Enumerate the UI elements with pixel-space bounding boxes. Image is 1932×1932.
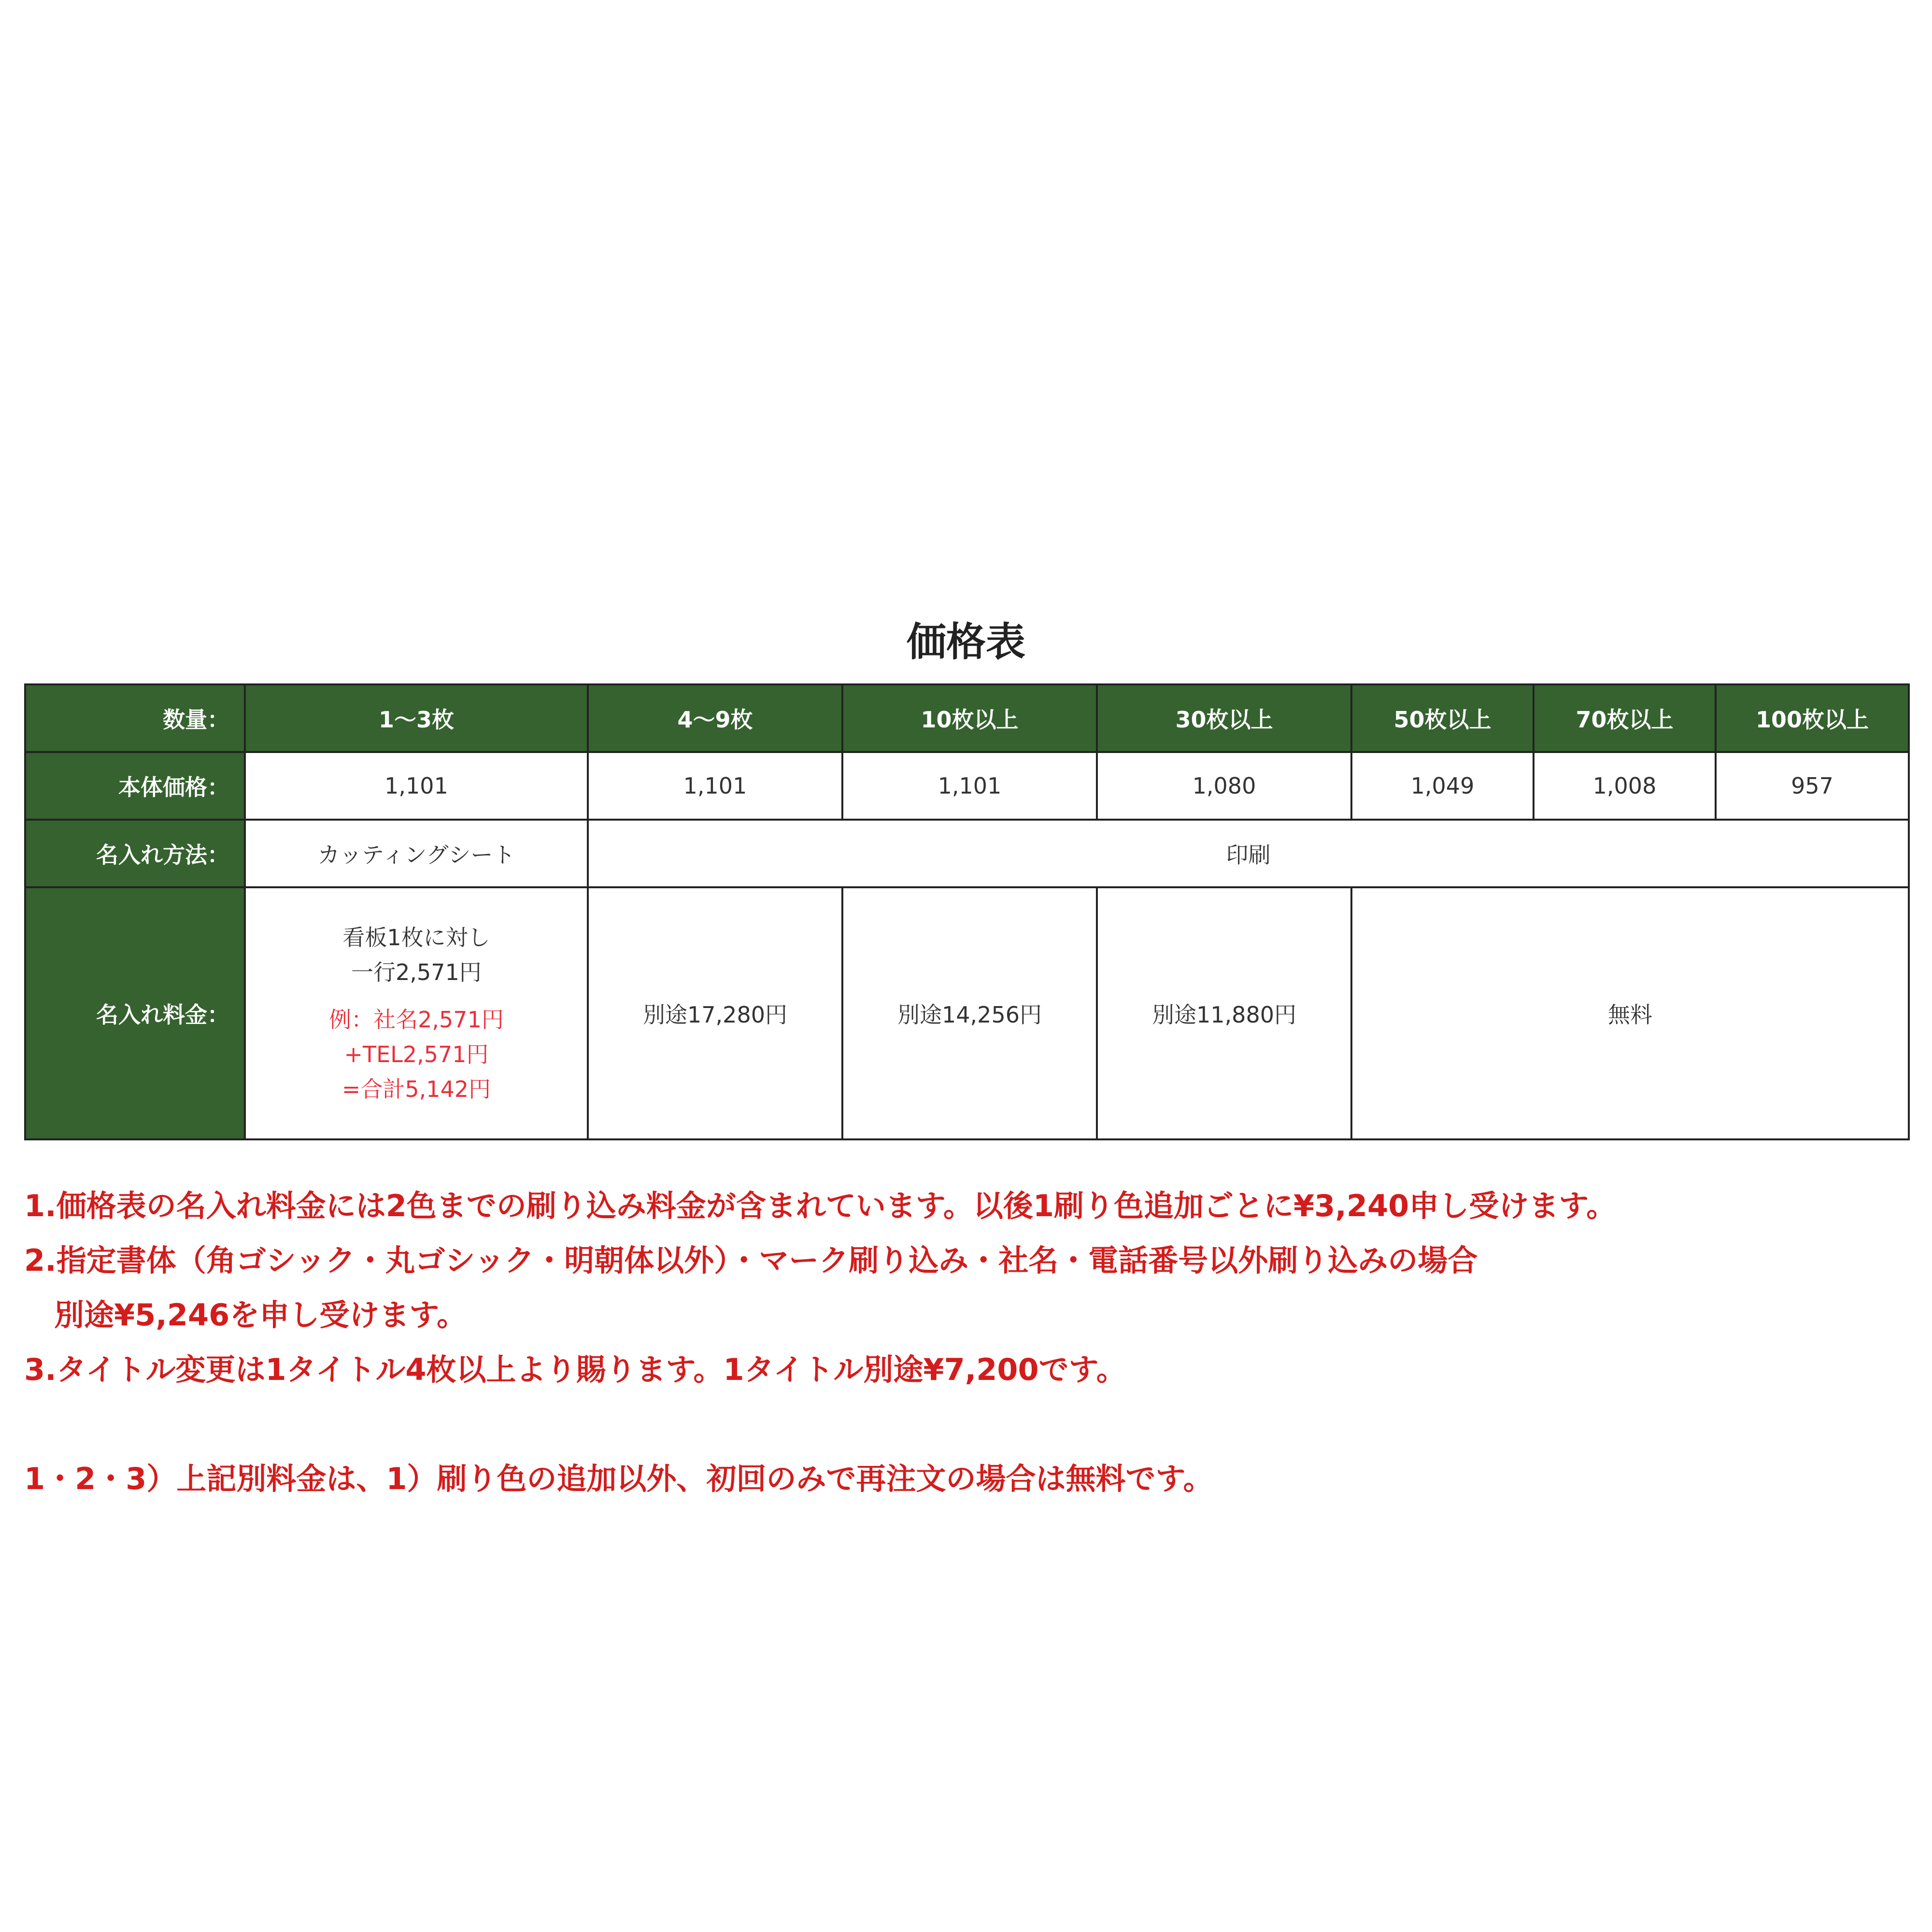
method-printing: 印刷 <box>588 820 1909 887</box>
quantity-col-4: 30枚以上 <box>1097 684 1351 752</box>
quantity-col-2: 4～9枚 <box>588 684 842 752</box>
price-cell-5: 1,049 <box>1351 752 1534 820</box>
quantity-col-5: 50枚以上 <box>1351 684 1534 752</box>
note-1: 1.価格表の名入れ料金には2色までの刷り込み料金が含まれています。以後1刷り色追加ごとに¥3,240申し受けます。 <box>24 1188 1617 1223</box>
fee-cell-4: 別途11,880円 <box>1097 887 1351 1139</box>
fee-cell-3: 別途14,256円 <box>842 887 1097 1139</box>
price-cell-3: 1,101 <box>842 752 1097 820</box>
note-4: 1・2・3）上記別料金は、1）刷り色の追加以外、初回のみで再注文の場合は無料です。 <box>24 1461 1213 1496</box>
note-2: 2.指定書体（角ゴシック・丸ゴシック・明朝体以外）・マーク刷り込み・社名・電話番号以外刷り込みの場合 <box>24 1243 1478 1278</box>
fee-example-2: +TEL2,571円 <box>344 1041 489 1067</box>
method-row <box>25 820 1909 887</box>
price-cell-6: 1,008 <box>1534 752 1716 820</box>
quantity-col-3: 10枚以上 <box>842 684 1097 752</box>
price-label: 本体価格： <box>25 752 245 820</box>
quantity-col-6: 70枚以上 <box>1534 684 1716 752</box>
fee-row <box>25 887 1909 1139</box>
price-cell-7: 957 <box>1716 752 1909 820</box>
note-spacer <box>24 1397 1908 1451</box>
fee-cell-free: 無料 <box>1351 887 1909 1139</box>
fee-cell-2: 別途17,280円 <box>588 887 842 1139</box>
fee-example-1: 例：社名2,571円 <box>329 1007 504 1033</box>
fee-line-2: 一行2,571円 <box>351 959 482 985</box>
method-label: 名入れ方法： <box>25 820 245 887</box>
fee-cell-1 <box>245 887 588 1139</box>
page-title: 価格表 <box>906 619 1025 665</box>
notes <box>24 1179 1908 1506</box>
note-2-continued: 別途¥5,246を申し受けます。 <box>54 1297 467 1333</box>
price-row <box>25 752 1909 820</box>
price-cell-1: 1,101 <box>245 752 588 820</box>
fee-line-1: 看板1枚に対し <box>342 924 490 951</box>
price-table <box>24 683 1910 1140</box>
note-3: 3.タイトル変更は1タイトル4枚以上より賜ります。1タイトル別途¥7,200です。 <box>24 1352 1126 1387</box>
quantity-col-1: 1～3枚 <box>245 684 588 752</box>
fee-example-3: =合計5,142円 <box>341 1076 491 1102</box>
quantity-label: 数量： <box>25 684 245 752</box>
quantity-col-7: 100枚以上 <box>1716 684 1909 752</box>
quantity-row <box>25 684 1909 752</box>
fee-label: 名入れ料金： <box>25 887 245 1139</box>
method-cutting: カッティングシート <box>245 820 588 887</box>
price-cell-4: 1,080 <box>1097 752 1351 820</box>
price-cell-2: 1,101 <box>588 752 842 820</box>
